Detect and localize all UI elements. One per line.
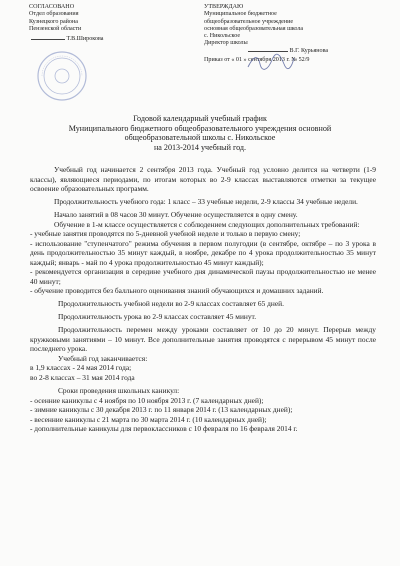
approval-line: Кузнецкого района (29, 18, 78, 25)
approval-line: Пензенской области (29, 25, 82, 32)
approval-line: Отдел образования (29, 11, 79, 18)
title-line: общеобразовательной школы с. Никольское (124, 133, 276, 143)
list-item: - зимние каникулы с 30 декабря 2013 г. по 11 января 2014 г. (13 календарных дней); (30, 405, 293, 415)
approval-heading: УТВЕРЖДАЮ (204, 4, 244, 10)
approval-block-left (29, 4, 103, 43)
list-item: - рекомендуется организация в середине учебного дня динамической паузы продолжительностью не менее 40 минут; (30, 267, 376, 286)
signature-line (31, 39, 65, 40)
list-item: в 1,9 классах - 24 мая 2014 года; (30, 363, 132, 373)
approval-line: с. Никольское (204, 33, 241, 40)
list-item: - учебные занятия проводятся по 5-дневной учебной неделе и только в первую смену; (30, 229, 301, 239)
approval-signer: Т.В.Широкова (66, 36, 104, 43)
list-item: - весенние каникулы с 21 марта по 30 марта 2014 г. (10 календарных дней); (30, 414, 267, 424)
title-line: Годовой календарный учебный график (133, 114, 267, 123)
title-line: на 2013-2014 учебный год. (153, 142, 247, 152)
official-stamp-icon (36, 50, 88, 102)
list-item: - использование "ступенчатого" режима обучения в первом полугодии (в сентябре, октябре – по 3 урока в день продолжительностью 35 минут каждый, в ноябре, декабре по 4 урока продолжительностью 35 минут каждый; январь - май по 4 урока продолжительностью 45 минут каждый); (30, 238, 376, 267)
order-reference: Приказ от « 01 » сентября 2013 г. № 52/9 (204, 57, 310, 64)
paragraph: Продолжительность урока во 2-9 классах составляет 45 минут. (58, 312, 257, 322)
document-body (30, 165, 376, 434)
approval-heading: СОГЛАСОВАНО (29, 4, 75, 10)
paragraph: Продолжительность учебного года: 1 класс – 33 учебные недели, 2-9 классы 34 учебные недели. (54, 197, 358, 207)
approval-line: Директор школы (204, 40, 248, 47)
approval-signature-row (29, 36, 103, 43)
paragraph: Обучение в 1-м классе осуществляется с соблюдением следующих дополнительных требований: (54, 219, 360, 229)
document-title (0, 114, 400, 152)
paragraph: Начало занятий в 08 часов 30 минут. Обучение осуществляется в одну смену. (54, 210, 298, 220)
approval-line: основная общеобразовательная школа (204, 25, 304, 32)
paragraph: Сроки проведения школьных каникул: (58, 386, 180, 396)
list-item: во 2-8 классах – 31 мая 2014 года (30, 372, 135, 382)
paragraph: Продолжительность учебной недели во 2-9 классах составляет 65 дней. (58, 299, 284, 309)
title-line: Муниципального бюджетного общеобразовательного учреждения основной (68, 123, 332, 133)
list-item: - дополнительные каникулы для первоклассников с 10 февраля по 16 февраля 2014 г. (30, 424, 298, 434)
list-item: - обучение проводится без балльного оценивания знаний обучающихся и домашних заданий. (30, 286, 324, 296)
approval-line: Муниципальное бюджетное (204, 11, 277, 18)
approval-signer: В.Г. Курьянова (289, 47, 329, 54)
list-item: - осенние каникулы с 4 ноября по 10 ноября 2013 г. (7 календарных дней); (30, 395, 264, 405)
paragraph: Продолжительность перемен между уроками составляет от 10 до 20 минут. Перерыв между кружковыми занятиями – 10 минут. Все дополнительные занятия проводятся с перерывом 45 минут после последнего урока. (30, 325, 376, 354)
director-signature-icon (246, 52, 296, 72)
paragraph: Учебный год начинается 2 сентября 2013 года. Учебный год условно делится на четверти (1-9 классы), являющиеся периодами, по итогам которых во 2-9 классах выставляются отметки за текущее освоение образовательных программ. (30, 165, 376, 193)
paragraph: Учебный год заканчивается: (58, 353, 148, 363)
approval-line: общеобразовательное учреждение (204, 18, 294, 25)
